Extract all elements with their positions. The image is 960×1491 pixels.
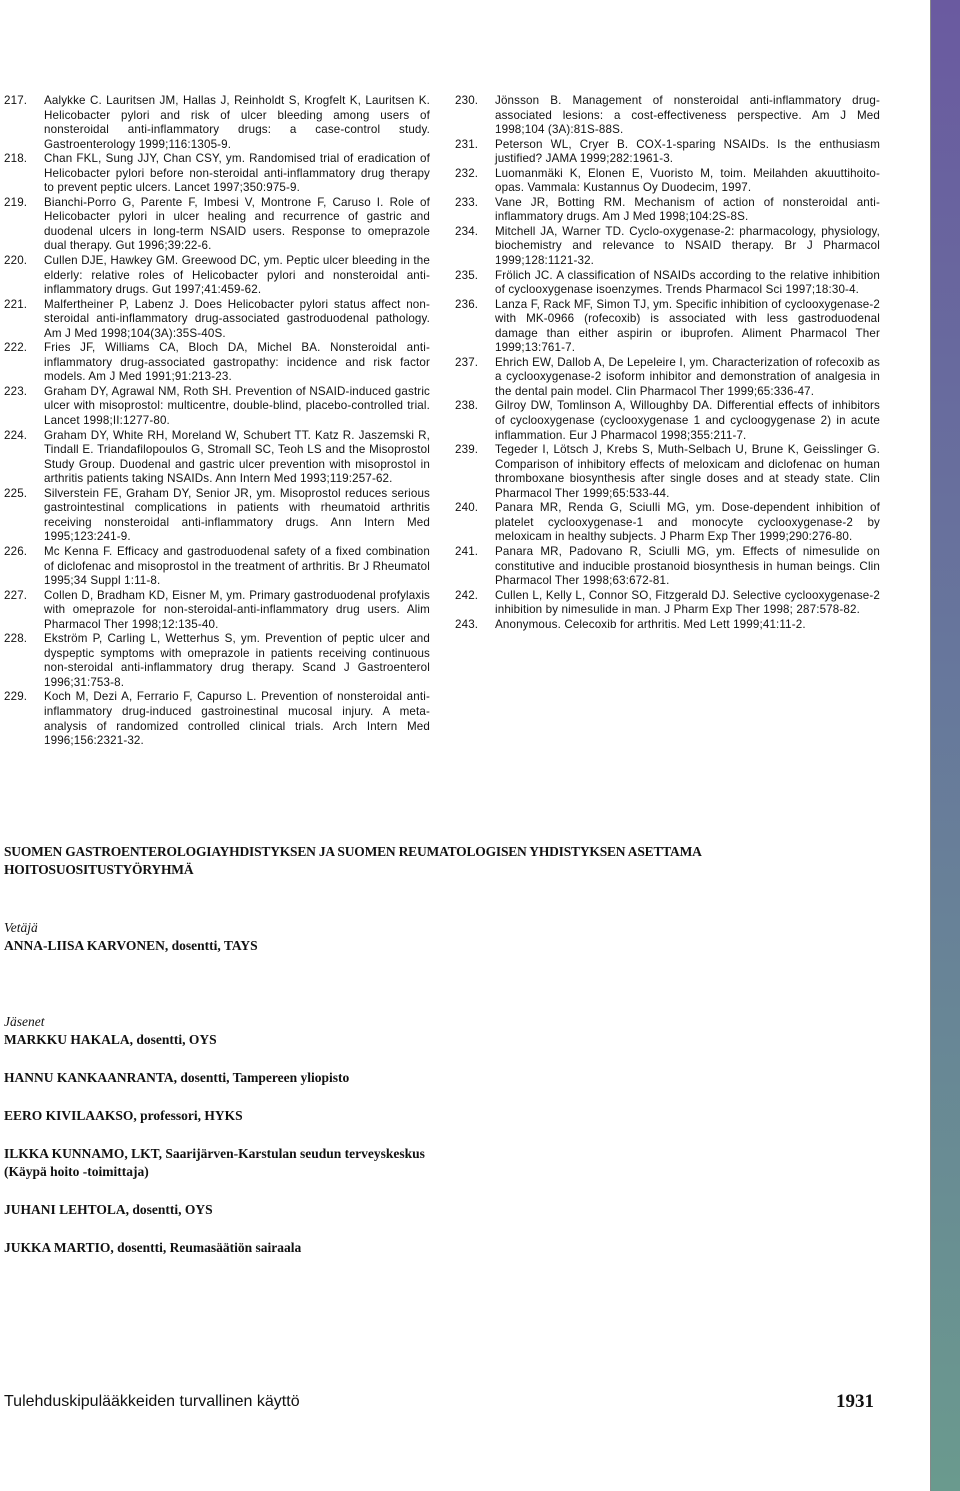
- reference-number: 223.: [4, 384, 28, 398]
- reference-item: [455, 167, 880, 196]
- reference-number: 228.: [4, 632, 28, 646]
- leader-label: Vetäjä: [4, 920, 38, 935]
- reference-item: [455, 501, 880, 545]
- reference-item: [4, 94, 430, 152]
- reference-item: [4, 690, 430, 748]
- reference-text: Mitchell JA, Warner TD. Cyclo-oxygenase-2: pharmacology, physiology, biochemistry and relevance to NSAID therapy. Br J Pharmacol 1999;128:1121-32.: [495, 224, 880, 268]
- member: HANNU KANKAANRANTA, dosentti, Tampereen yliopisto: [4, 1070, 350, 1085]
- reference-number: 239.: [455, 443, 479, 457]
- reference-item: [4, 487, 430, 545]
- member: EERO KIVILAAKSO, professori, HYKS: [4, 1108, 243, 1123]
- reference-text: Fries JF, Williams CA, Bloch DA, Michel BA. Nonsteroidal anti-inflammatory drug-associated gastropathy: incidence and risk factor models. Am J Med 1991;91:213-23.: [44, 341, 430, 384]
- reference-text: Lanza F, Rack MF, Simon TJ, ym. Specific inhibition of cyclooxygenase-2 with MK-0966 (rofecoxib) is associated with less gastroduodenal damage than either aspirin or ibuprofen. Aliment Pharmacol Ther 1999;13:761-7.: [495, 297, 880, 355]
- reference-item: [4, 298, 430, 342]
- reference-number: 220.: [4, 254, 28, 268]
- reference-number: 235.: [455, 268, 479, 282]
- leader-name: ANNA-LIISA KARVONEN, dosentti, TAYS: [4, 938, 258, 953]
- reference-item: [4, 196, 430, 254]
- reference-number: 224.: [4, 428, 28, 442]
- reference-item: [455, 545, 880, 589]
- member: MARKKU HAKALA, dosentti, OYS: [4, 1032, 217, 1047]
- working-group-heading: SUOMEN GASTROENTEROLOGIAYHDISTYKSEN JA SUOMEN REUMATOLOGISEN YHDISTYKSEN ASETTAMA HOITOSUOSITUSTYÖRYHMÄ: [4, 844, 701, 877]
- reference-text: Koch M, Dezi A, Ferrario F, Capurso L. Prevention of nonsteroidal anti-inflammatory drug-induced gastroinestinal mucosal injury. A meta-analysis of randomized controlled clinical trials. Arch Intern Med 1996;156:2321-32.: [44, 690, 430, 748]
- reference-item: [4, 254, 430, 298]
- reference-item: [455, 196, 880, 225]
- reference-text: Tegeder I, Lötsch J, Krebs S, Muth-Selbach U, Brune K, Geisslinger G. Comparison of inhibitory effects of meloxicam and diclofenac on human thromboxane biosynthesis after single doses and at steady state. Clin Pharmacol Ther 1999;65:533-44.: [495, 443, 880, 500]
- reference-text: Peterson WL, Cryer B. COX-1-sparing NSAIDs. Is the enthusiasm justified? JAMA 1999;282:1961-3.: [495, 137, 880, 166]
- reference-item: [455, 589, 880, 618]
- reference-text: Vane JR, Botting RM. Mechanism of action of nonsteroidal anti-inflammatory drugs. Am J Med 1998;104:2S-8S.: [495, 195, 880, 224]
- reference-text: Ekström P, Carling L, Wetterhus S, ym. Prevention of peptic ulcer and dyspeptic symptoms with omeprazole in patients receiving continuous non-steroidal anti-inflammatory drug therapy. Scand J Gastroenterol 1996;31:753-8.: [44, 632, 430, 689]
- reference-number: 222.: [4, 341, 28, 355]
- reference-number: 221.: [4, 297, 28, 311]
- reference-item: [4, 589, 430, 633]
- member-note: (Käypä hoito -toimittaja): [4, 1164, 149, 1179]
- members-label: Jäsenet: [4, 1014, 45, 1029]
- reference-text: Malfertheiner P, Labenz J. Does Helicobacter pylori status affect non-steroidal anti-inflammatory drug-associated gastroduodenal pathology. Am J Med 1998;104(3A):35S-40S.: [44, 297, 430, 340]
- reference-text: Bianchi-Porro G, Parente F, Imbesi V, Montrone F, Caruso I. Role of Helicobacter pylori in ulcer healing and recurrence of gastric and duodenal ulcers in long-term NSAID users. Response to omeprazole dual therapy. Gut 1996;39:22-6.: [44, 195, 430, 253]
- decorative-side-bar: [930, 0, 960, 1491]
- reference-number: 237.: [455, 355, 479, 369]
- reference-number: 219.: [4, 195, 28, 209]
- reference-text: Cullen DJE, Hawkey GM. Greewood DC, ym. Peptic ulcer bleeding in the elderly: relative roles of Helicobacter pylori and nonsteroidal anti-inflammatory drugs. Gut 1997;41:459-62.: [44, 254, 430, 297]
- references-left-column: [4, 94, 430, 749]
- reference-item: [4, 385, 430, 429]
- references-right-column: [455, 94, 880, 632]
- reference-text: Chan FKL, Sung JJY, Chan CSY, ym. Randomised trial of eradication of Helicobacter pylori before non-steroidal anti-inflammatory drug therapy to prevent peptic ulcers. Lancet 1997;350:975-9.: [44, 152, 430, 195]
- reference-number: 218.: [4, 152, 28, 166]
- reference-text: Panara MR, Padovano R, Sciulli MG, ym. Effects of nimesulide on constitutive and inducible prostanoid biosynthesis in human beings. Clin Pharmacol Ther 1998;63:672-81.: [495, 544, 880, 588]
- reference-text: Mc Kenna F. Efficacy and gastroduodenal safety of a fixed combination of diclofenac and misoprostol in the treatment of arthritis. Br J Rheumatol 1995;34 Suppl 1:11-8.: [44, 544, 430, 588]
- reference-number: 231.: [455, 137, 479, 151]
- reference-text: Panara MR, Renda G, Sciulli MG, ym. Dose-dependent inhibition of platelet cyclooxygenase-1 and monocyte cyclooxygenase-2 by meloxicam in healthy subjects. J Pharm Exp Ther 1999;290:276-80.: [495, 501, 880, 544]
- member: ILKKA KUNNAMO, LKT, Saarijärven-Karstulan seudun terveyskeskus: [4, 1146, 425, 1161]
- member: JUKKA MARTIO, dosentti, Reumasäätiön sairaala: [4, 1240, 302, 1255]
- reference-item: [455, 94, 880, 138]
- reference-item: [455, 269, 880, 298]
- reference-number: 225.: [4, 486, 28, 500]
- reference-text: Frölich JC. A classification of NSAIDs according to the relative inhibition of cyclooxygenase isoenzymes. Trends Pharmacol Sci 1997;18:30-4.: [495, 268, 880, 297]
- reference-number: 236.: [455, 297, 479, 311]
- reference-item: [455, 356, 880, 400]
- reference-number: 242.: [455, 588, 479, 602]
- reference-item: [4, 632, 430, 690]
- reference-text: Graham DY, Agrawal NM, Roth SH. Prevention of NSAID-induced gastric ulcer with misoprostol: multicentre, double-blind, placebo-controlled trial. Lancet 1998;II:1277-80.: [44, 384, 430, 428]
- reference-item: [455, 443, 880, 501]
- reference-item: [455, 225, 880, 269]
- reference-text: Anonymous. Celecoxib for arthritis. Med Lett 1999;41:11-2.: [495, 617, 806, 631]
- reference-number: 241.: [455, 544, 479, 558]
- reference-item: [455, 618, 880, 633]
- reference-text: Collen D, Bradham KD, Eisner M, ym. Primary gastroduodenal profylaxis with omeprazole for non-steroidal-anti-inflammatory drug users. Alim Pharmacol Ther 1998;12:135-40.: [44, 588, 430, 631]
- page-number: 1931: [836, 1391, 874, 1412]
- reference-item: [4, 545, 430, 589]
- reference-item: [4, 341, 430, 385]
- working-group-section: [4, 843, 824, 1257]
- reference-text: Ehrich EW, Dallob A, De Lepeleire I, ym. Characterization of rofecoxib as a cyclooxygenase-2 isoform inhibitor and demonstration of analgesia in the dental pain model. Clin Pharmacol Ther 1999;65:336-47.: [495, 355, 880, 398]
- reference-text: Silverstein FE, Graham DY, Senior JR, ym. Misoprostol reduces serious gastrointestinal complications in patients with rheumatoid arthritis receiving nonsteroidal anti-inflammatory drugs. Ann Intern Med 1995;123:241-9.: [44, 486, 430, 544]
- reference-item: [455, 138, 880, 167]
- reference-text: Graham DY, White RH, Moreland W, Schubert TT. Katz R. Jaszemski R, Tindall E. Triandafilopoulos G, Stromall SC, Teoh LS and the Misoprostol Study Group. Duodenal and gastric ulcer prevention with misoprostol in arthritis patients taking NSAIDs. Ann Intern Med 1993;119:257-62.: [44, 428, 430, 486]
- reference-number: 234.: [455, 224, 479, 238]
- reference-number: 243.: [455, 617, 479, 631]
- reference-item: [455, 399, 880, 443]
- reference-text: Cullen L, Kelly L, Connor SO, Fitzgerald DJ. Selective cyclooxygenase-2 inhibition by nimesulide in man. J Pharm Exp Ther 1998; 287:578-82.: [495, 588, 880, 617]
- reference-number: 227.: [4, 588, 28, 602]
- reference-number: 238.: [455, 399, 479, 413]
- reference-text: Aalykke C. Lauritsen JM, Hallas J, Reinholdt S, Krogfelt K, Lauritsen K. Helicobacter pylori and risk of ulcer bleeding among users of nonsteroidal anti-inflammatory drugs: a case-control study. Gastroenterology 1999;116:1305-9.: [44, 94, 430, 151]
- reference-number: 226.: [4, 544, 28, 558]
- reference-text: Jönsson B. Management of nonsteroidal anti-inflammatory drug-associated lesions: a cost-effectiveness perspective. Am J Med 1998;104 (3A):81S-88S.: [495, 94, 880, 137]
- reference-number: 217.: [4, 94, 28, 107]
- reference-number: 230.: [455, 94, 479, 107]
- reference-text: Gilroy DW, Tomlinson A, Willoughby DA. Differential effects of inhibitors of cyclooxygenase (cyclooxygenase 1 and cycloogygenase 2) in acute inflammation. Eur J Pharmacol 1998;355:211-7.: [495, 399, 880, 442]
- reference-text: Luomanmäki K, Elonen E, Vuoristo M, toim. Meilahden akuuttihoito-opas. Vammala: Kustannus Oy Duodecim, 1997.: [495, 166, 880, 195]
- running-footer-title: Tulehduskipulääkkeiden turvallinen käyttö: [4, 1393, 300, 1410]
- reference-number: 232.: [455, 166, 479, 180]
- reference-number: 229.: [4, 690, 28, 704]
- member: JUHANI LEHTOLA, dosentti, OYS: [4, 1202, 213, 1217]
- reference-item: [455, 298, 880, 356]
- reference-number: 233.: [455, 195, 479, 209]
- reference-number: 240.: [455, 501, 479, 515]
- reference-item: [4, 152, 430, 196]
- reference-item: [4, 429, 430, 487]
